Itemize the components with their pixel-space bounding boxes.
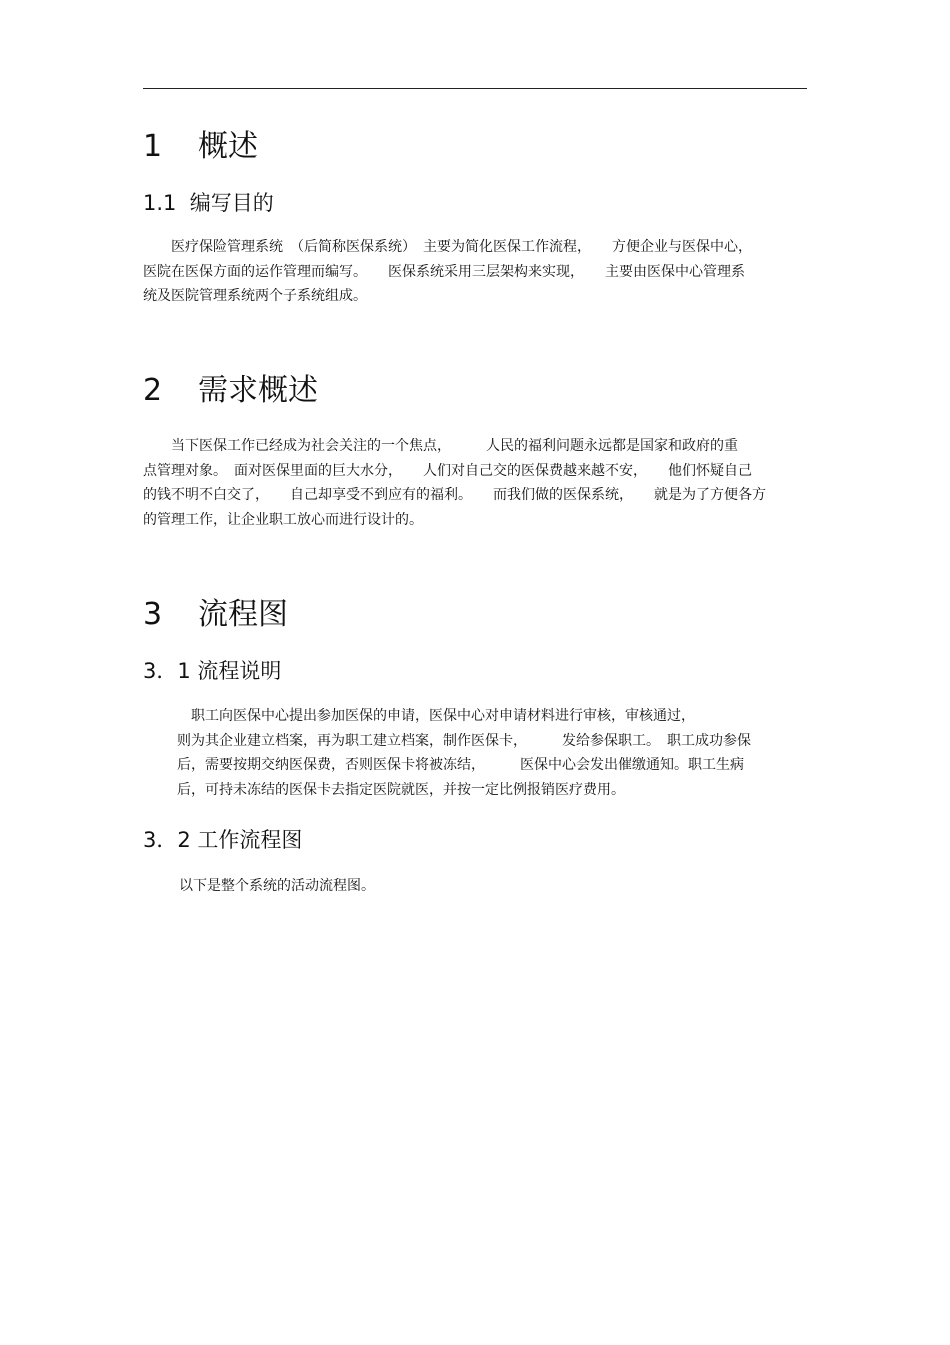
paragraph-line: 医院在医保方面的运作管理而编写。 医保系统采用三层架构来实现， 主要由医保中心管理系 <box>143 263 745 280</box>
paragraph-workflow-intro <box>179 874 375 899</box>
paragraph-line: 后，需要按期交纳医保费，否则医保卡将被冻结， 医保中心会发出催缴通知。职工生病 <box>177 757 744 773</box>
section-number: 1 <box>143 129 163 164</box>
section-title: 概述 <box>198 129 258 164</box>
section-1-heading <box>143 130 258 164</box>
subsection-number: 3．1 <box>143 659 191 683</box>
section-title: 需求概述 <box>198 373 318 408</box>
section-2-heading <box>143 374 318 408</box>
section-3-heading <box>143 598 288 632</box>
paragraph-line: 统及医院管理系统两个子系统组成。 <box>143 288 367 304</box>
section-title: 流程图 <box>198 597 288 632</box>
paragraph-line: 医疗保险管理系统 （后简称医保系统） 主要为简化医保工作流程， 方便企业与医保中心， <box>143 239 752 255</box>
paragraph-line: 以下是整个系统的活动流程图。 <box>179 878 375 894</box>
paragraph-line: 点管理对象。 面对医保里面的巨大水分， 人们对自己交的医保费越来越不安， 他们怀疑自己 <box>143 462 752 479</box>
subsection-number: 1.1 <box>143 191 177 215</box>
paragraph-line: 后，可持未冻结的医保卡去指定医院就医，并按一定比例报销医疗费用。 <box>177 781 625 798</box>
subsection-3-1-heading <box>143 659 281 683</box>
paragraph-line: 则为其企业建立档案，再为职工建立档案，制作医保卡， 发给参保职工。 职工成功参保 <box>177 732 751 749</box>
subsection-title: 工作流程图 <box>197 828 303 852</box>
paragraph-flow-description <box>177 704 751 802</box>
paragraph-line: 职工向医保中心提出参加医保的申请，医保中心对申请材料进行审核，审核通过， <box>177 708 695 724</box>
paragraph-line: 的钱不明不白交了， 自己却享受不到应有的福利。 而我们做的医保系统， 就是为了方便各方 <box>143 487 766 503</box>
subsection-number: 3．2 <box>143 828 191 852</box>
paragraph-line: 的管理工作，让企业职工放心而进行设计的。 <box>143 511 423 528</box>
paragraph-purpose <box>143 235 752 309</box>
subsection-1-1-heading <box>143 191 274 215</box>
section-number: 3 <box>143 597 163 632</box>
header-rule <box>143 88 807 89</box>
subsection-3-2-heading <box>143 828 302 852</box>
paragraph-requirements <box>143 434 766 532</box>
subsection-title: 编写目的 <box>189 191 274 215</box>
section-number: 2 <box>143 373 163 408</box>
paragraph-line: 当下医保工作已经成为社会关注的一个焦点， 人民的福利问题永远都是国家和政府的重 <box>143 438 738 454</box>
subsection-title: 流程说明 <box>197 659 282 683</box>
